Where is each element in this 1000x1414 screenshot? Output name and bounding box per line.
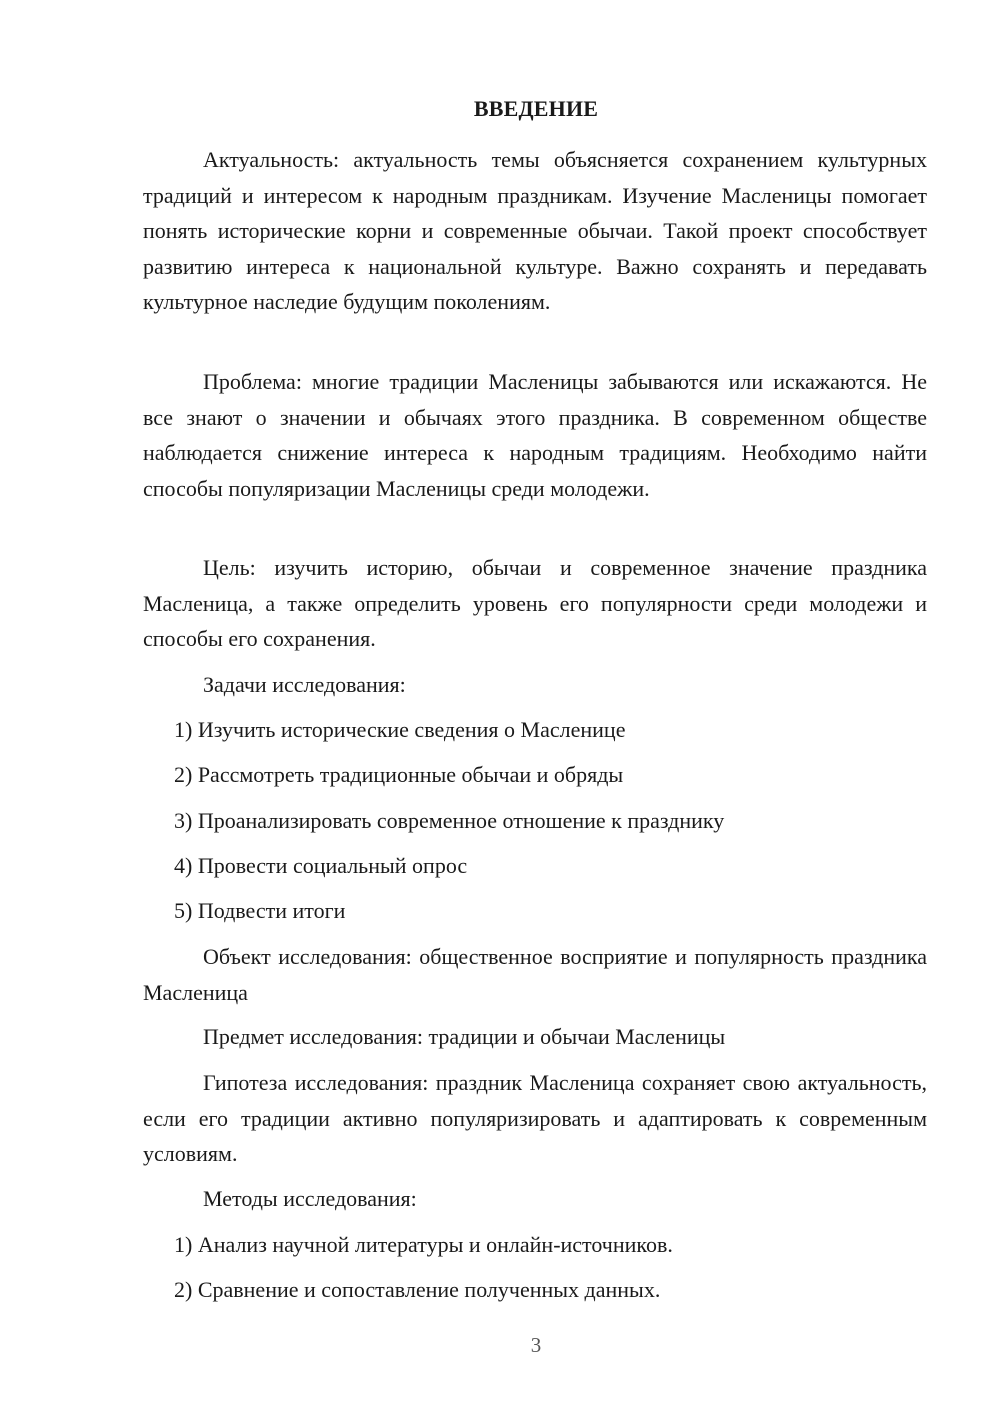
task-item: 3) Проанализировать современное отношение к празднику — [174, 808, 725, 833]
subject-paragraph: Предмет исследования: традиции и обычаи Масленицы — [203, 1024, 726, 1049]
section-heading: ВВЕДЕНИЕ — [473, 96, 599, 121]
object-paragraph: Объект исследования: общественное восприятие и популярность праздника Масленица — [143, 944, 927, 1005]
task-item: 5) Подвести итоги — [174, 898, 346, 923]
task-item: 1) Изучить исторические сведения о Масленице — [174, 717, 626, 742]
task-item: 4) Провести социальный опрос — [174, 853, 468, 878]
method-item: 2) Сравнение и сопоставление полученных данных. — [174, 1277, 661, 1302]
problem-paragraph: Проблема: многие традиции Масленицы забываются или искажаются. Не все знают о значении и обычаях этого праздника. В современном обществе наблюдается снижение интереса к народным традициям. Необходимо найти способы популяризации Масленицы среди молодежи. — [143, 369, 927, 501]
methods-title: Методы исследования: — [203, 1186, 417, 1211]
method-item: 1) Анализ научной литературы и онлайн-источников. — [174, 1232, 673, 1257]
tasks-title: Задачи исследования: — [203, 672, 406, 697]
relevance-paragraph: Актуальность: актуальность темы объясняется сохранением культурных традиций и интересом к народным праздникам. Изучение Масленицы помогает понять исторические корни и современные обычаи. Такой проект способствует развитию интереса к национальной культуре. Важно сохранять и передавать культурное наследие будущим поколениям. — [143, 147, 927, 314]
hypothesis-paragraph: Гипотеза исследования: праздник Масленица сохраняет свою актуальность, если его традиции активно популяризировать и адаптировать к современным условиям. — [143, 1070, 927, 1166]
page-number: 3 — [530, 1333, 542, 1357]
goal-paragraph: Цель: изучить историю, обычаи и современное значение праздника Масленица, а также определить уровень его популярности среди молодежи и способы его сохранения. — [143, 555, 927, 651]
task-item: 2) Рассмотреть традиционные обычаи и обряды — [174, 762, 624, 787]
